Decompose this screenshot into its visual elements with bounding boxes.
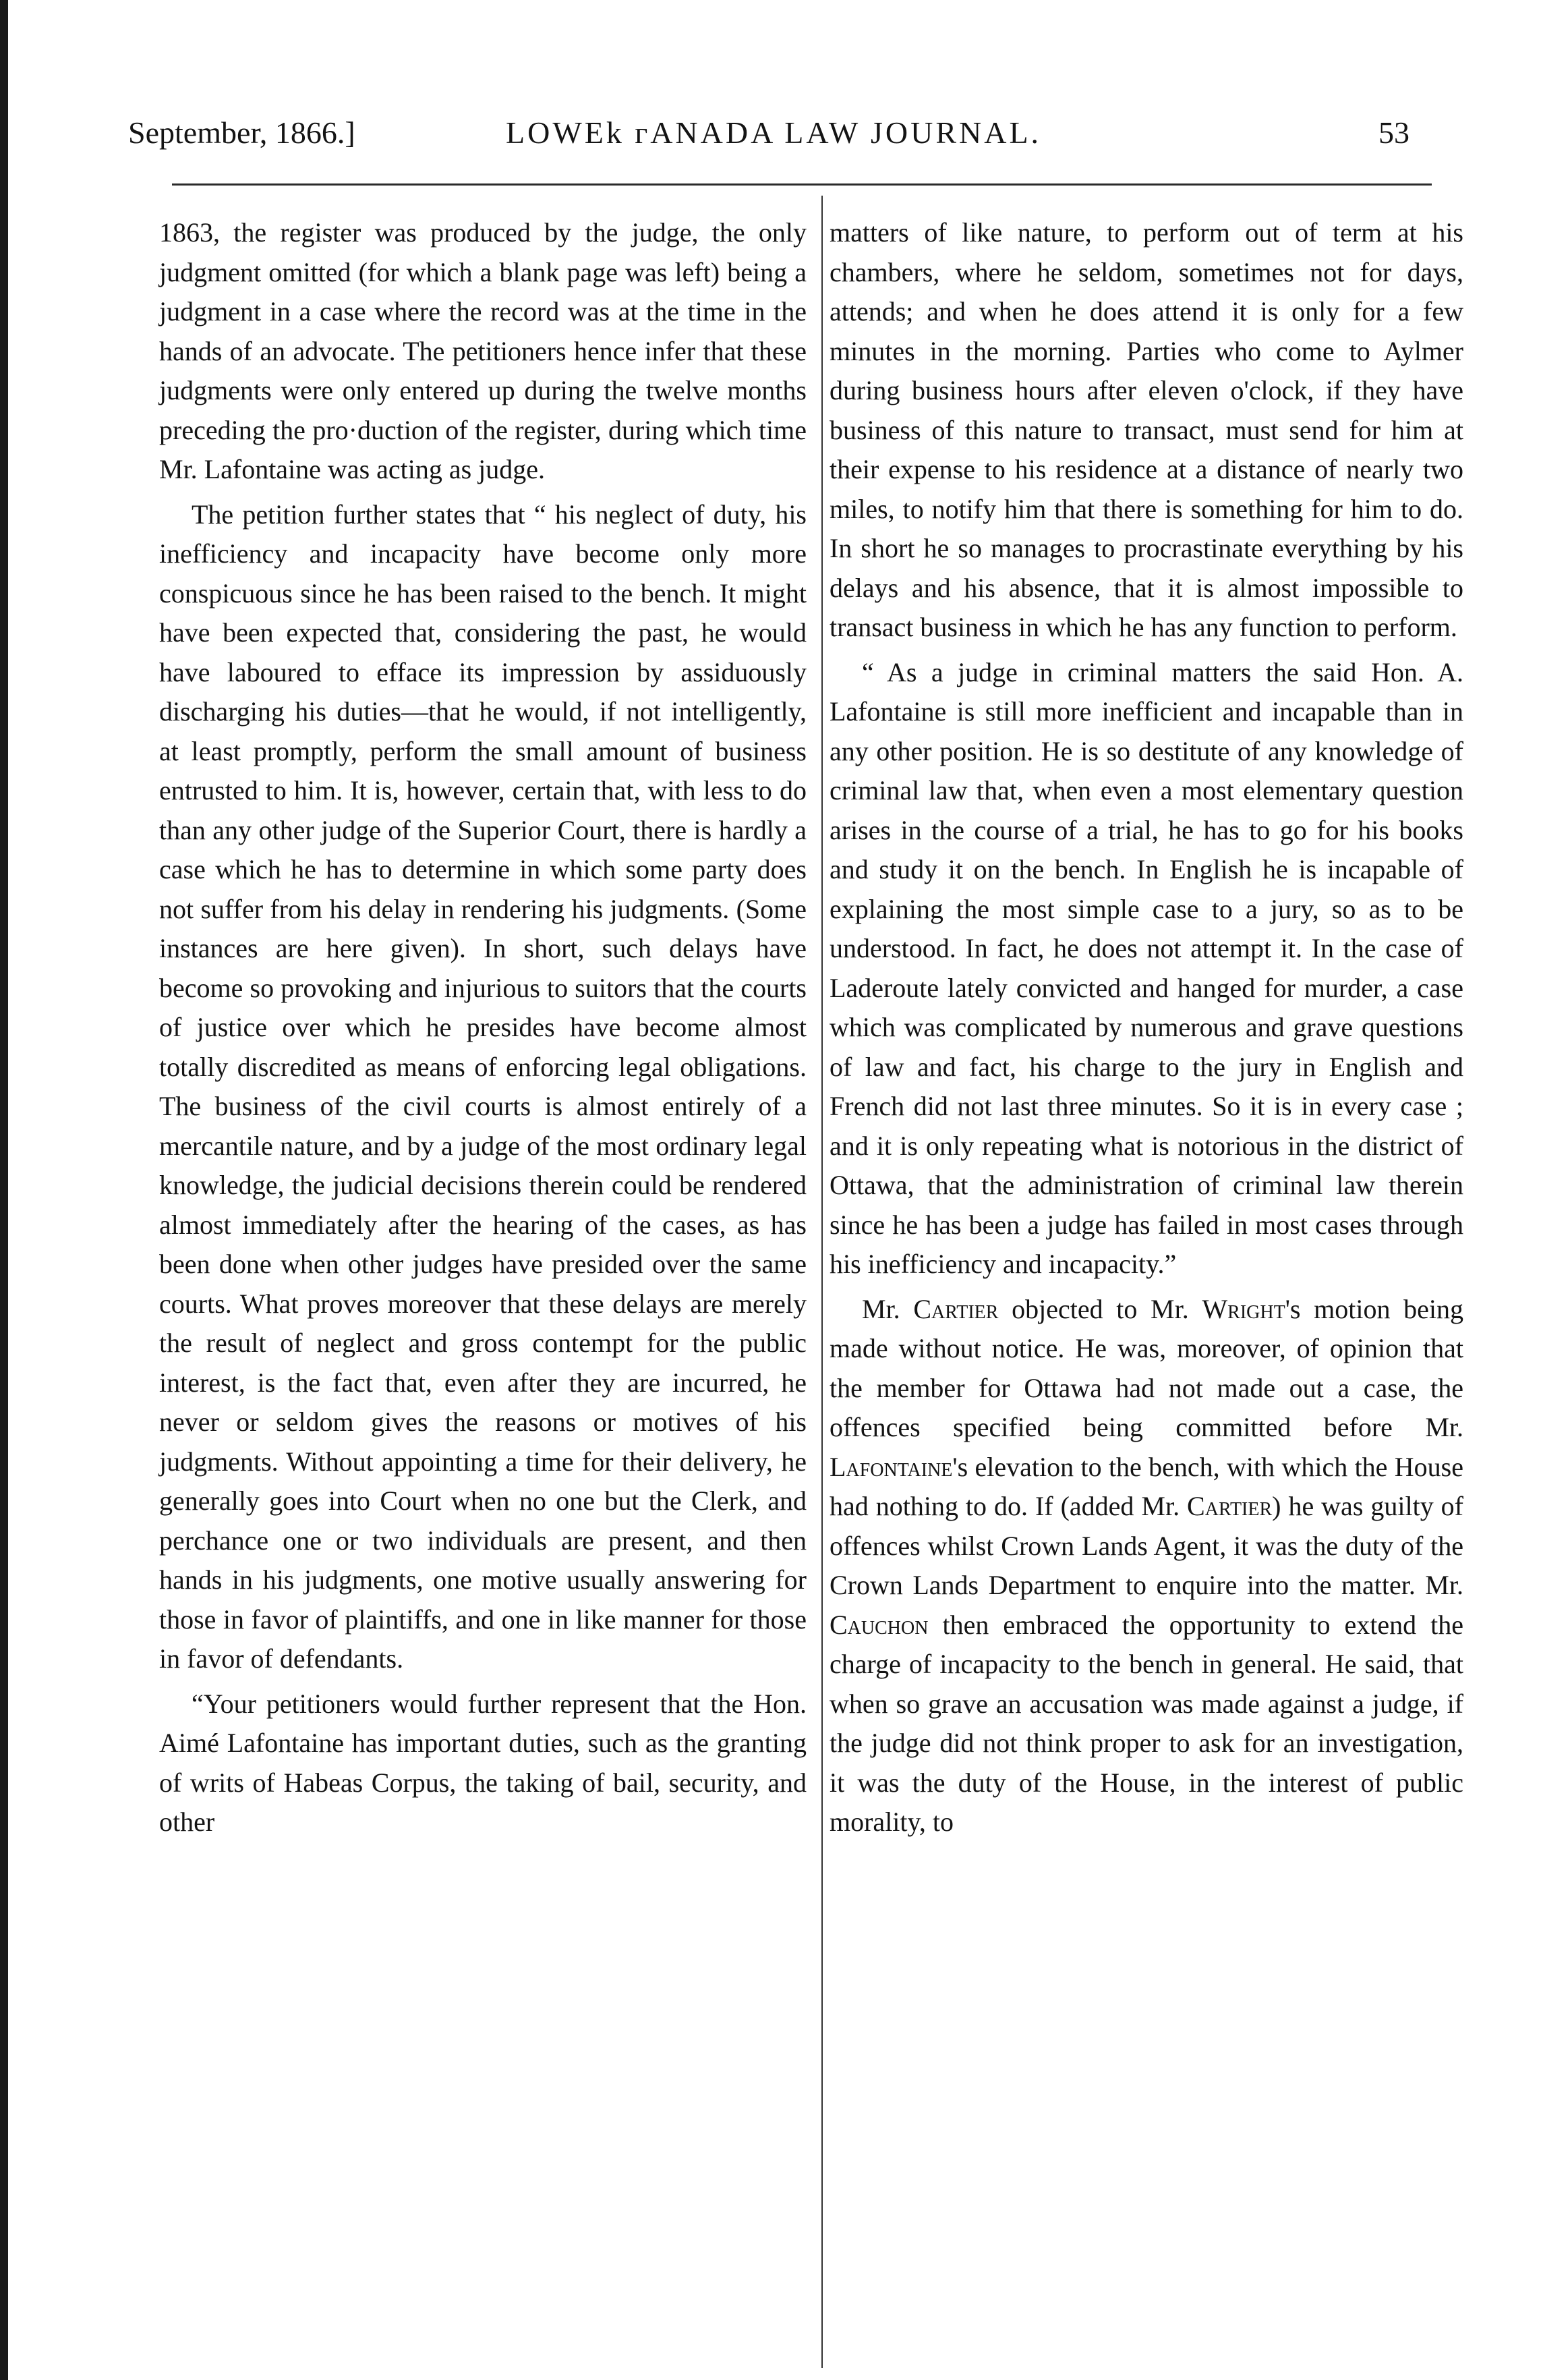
page-edge-shadow: [0, 0, 8, 2380]
running-header: [128, 115, 1436, 162]
header-date: September, 1866.]: [128, 115, 355, 150]
text-run: Mr.: [862, 1293, 914, 1324]
name-lafontaine: Lafontaine: [830, 1451, 953, 1482]
paragraph: “ As a judge in criminal matters the said Hon. A. Lafontaine is still more inefficient and incapable than in any other position. He is so destitute of any knowledge of criminal law that, when even a most elementary question arises in the course of a trial, he has to go for his books and study it on the bench. In English he is incapable of explaining the most simple case to a jury, so as to be understood. In fact, he does not attempt it. In the case of Laderoute lately convicted and hanged for murder, a case which was complicated by numerous and grave questions of law and fact, his charge to the jury in English and French did not last three minutes. So it is in every case ; and it is only repeating what is notorious in the district of Ottawa, that the administration of criminal law therein since he has been a judge has failed in most cases through his inefficiency and incapacity.”: [830, 656, 1463, 1279]
right-column: [830, 213, 1463, 1842]
text-run: objected to Mr.: [998, 1293, 1202, 1324]
text-run: ) he was guilty of offences whilst Crown Lands Agent, it was the duty of the Crown Lands Department to enquire into the matter. Mr.: [830, 1491, 1463, 1600]
column-divider: [821, 196, 823, 2368]
text-run: 's motion being made without notice. He was, moreover, of opinion that the member for Ottawa had not made out a case, the offences specified being committed before Mr.: [830, 1293, 1464, 1442]
paragraph: 1863, the register was produced by the judge, the only judgment omitted (for which a blank page was left) being a judgment in a case where the record was at the time in the hands of an advocate. The petitioners hence infer that these judgments were only entered up during the twelve months preceding the pro·duction of the register, during which time Mr. Lafontaine was acting as judge.: [159, 217, 807, 484]
page-number: 53: [1378, 115, 1409, 150]
left-column: [159, 213, 807, 1842]
paragraph: [830, 1290, 1463, 1842]
text-run: then embraced the opportunity to extend the charge of incapacity to the bench in general. He said, that when so grave an accusation was made against a judge, if the judge did not think proper to ask for an investigation, it was the duty of the House, in the interest of public morality, to: [830, 1609, 1463, 1837]
journal-title: LOWEk ᴦANADA LAW JOURNAL.: [506, 115, 1042, 150]
name-cauchon: Cauchon: [830, 1609, 929, 1640]
paragraph: “Your petitioners would further represent that the Hon. Aimé Lafontaine has important duties, such as the granting of writs of Habeas Corpus, the taking of bail, security, and other: [159, 1688, 807, 1837]
name-cartier: Cartier: [1187, 1491, 1273, 1521]
paragraph: The petition further states that “ his neglect of duty, his inefficiency and incapacity have become only more conspicuous since he has been raised to the bench. It might have been expected that, considering the past, he would have laboured to efface its impression by assiduously discharging his duties—that he would, if not intelligently, at least promptly, perform the small amount of business entrusted to him. It is, however, certain that, with less to do than any other judge of the Superior Court, there is hardly a case which he has to determine in which some party does not suffer from his delay in rendering his judgments. (Some instances are here given). In short, such delays have become so provoking and injurious to suitors that the courts of justice over which he presides have become almost totally discredited as means of enforcing legal obligations. The business of the civil courts is almost entirely of a mercantile nature, and by a judge of the most ordinary legal knowledge, the judicial decisions therein could be rendered almost immediately after the hearing of the cases, as has been done when other judges have presided over the same courts. What proves moreover that these delays are merely the result of neglect and gross contempt for the public interest, is the fact that, even after they are incurred, he never or seldom gives the reasons or motives of his judgments. Without appointing a time for their delivery, he generally goes into Court when no one but the Clerk, and perchance one or two individuals are present, and then hands in his judgments, one motive usually answering for those in favor of plaintiffs, and one in like manner for those in favor of defendants.: [159, 499, 807, 1674]
name-wright: Wright: [1202, 1293, 1285, 1324]
name-cartier: Cartier: [913, 1293, 999, 1324]
header-rule: [172, 183, 1432, 186]
text-run: 's elevation to the bench, with which the House had nothing to do. If (added Mr.: [830, 1451, 1463, 1521]
paragraph: matters of like nature, to perform out of term at his chambers, where he seldom, sometimes not for days, attends; and when he does attend it is only for a few minutes in the morning. Parties who come to Aylmer during business hours after eleven o'clock, if they have business of this nature to transact, must send for him at their expense to his residence at a distance of nearly two miles, to notify him that there is something for him to do. In short he so manages to procrastinate everything by his delays and his absence, that it is almost impossible to transact business in which he has any function to perform.: [830, 217, 1463, 642]
